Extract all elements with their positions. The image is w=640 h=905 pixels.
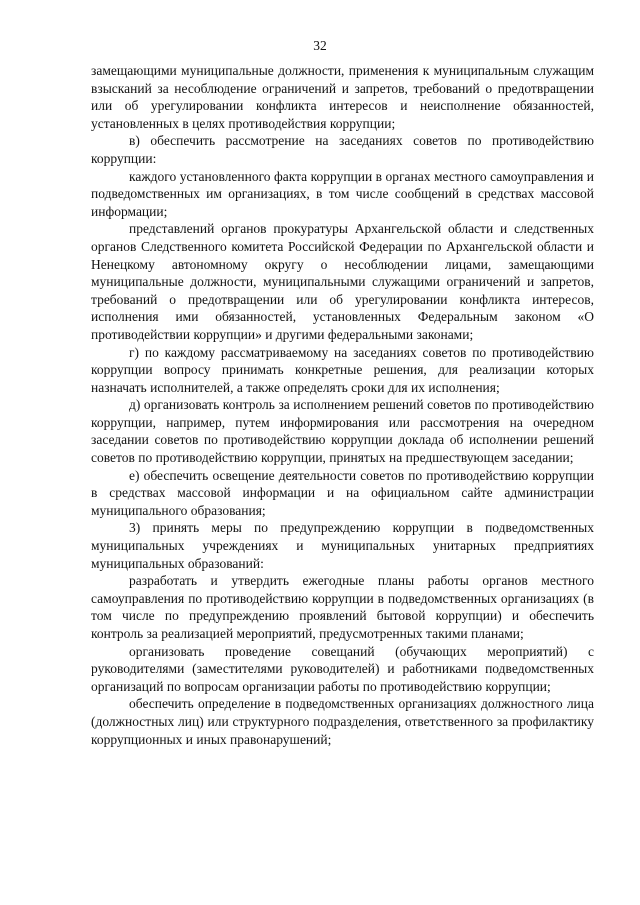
paragraph-item-3: 3) принять меры по предупреждению коррупции в подведомственных муниципальных учреждениях и муниципальных унитарных предприятиях муниципальных образований:	[91, 520, 594, 571]
paragraph-item-v: в) обеспечить рассмотрение на заседаниях советов по противодействию коррупции:	[91, 133, 594, 166]
paragraph-prosecutor-submissions: представлений органов прокуратуры Архангельской области и следственных органов Следственного комитета Российской Федерации по Архангельской области и Ненецкому автономному округу о несоблюдении лицами, замещающими муниципальные должности, муниципальными служащими ограничений и запретов, требований о предотвращении или об урегулировании конфликта интересов, исполнения ими обязанностей, установленных Федеральным законом «О противодействии коррупции» и другими федеральными законами;	[91, 221, 594, 342]
paragraph-item-e: е) обеспечить освещение деятельности советов по противодействию коррупции в средствах массовой информации и на официальном сайте администрации муниципального образования;	[91, 467, 594, 518]
paragraph-item-d: д) организовать контроль за исполнением решений советов по противодействию коррупции, например, путем информирования или рассмотрения на очередном заседании советов по противодействию коррупции доклада об исполнении решений советов по противодействию коррупции, принятых на предшествующем заседании;	[91, 397, 594, 466]
paragraph-annual-plans: разработать и утвердить ежегодные планы работы органов местного самоуправления по противодействию коррупции в подведомственных организациях (в том числе по предупреждению проявлений бытовой коррупции) и обеспечить контроль за реализацией мероприятий, предусмотренных такими планами;	[91, 573, 594, 641]
paragraph-item-g: г) по каждому рассматриваемому на заседаниях советов по противодействию коррупции вопросу принимать конкретные решения, для реализации которых назначать исполнителей, а также определять сроки для их исполнения;	[91, 344, 594, 395]
page-number: 32	[313, 38, 327, 53]
paragraph-meetings: организовать проведение совещаний (обучающих мероприятий) с руководителями (заместителями руководителей) и работниками подведомственных организаций по вопросам организации работы по противодействию коррупции;	[91, 643, 594, 694]
paragraph-responsible-official: обеспечить определение в подведомственных организациях должностного лица (должностных лиц) или структурного подразделения, ответственного за профилактику коррупционных и иных правонарушений;	[91, 696, 594, 747]
document-body	[91, 62, 594, 748]
paragraph-corruption-facts: каждого установленного факта коррупции в органах местного самоуправления и подведомственных им организациях, в том числе сообщений в средствах массовой информации;	[91, 168, 594, 219]
paragraph-continuation: замещающими муниципальные должности, применения к муниципальным служащим взысканий за несоблюдение ограничений и запретов, требований о предотвращении или об урегулировании конфликта интересов и неисполнение обязанностей, установленных в целях противодействия коррупции;	[91, 63, 594, 131]
